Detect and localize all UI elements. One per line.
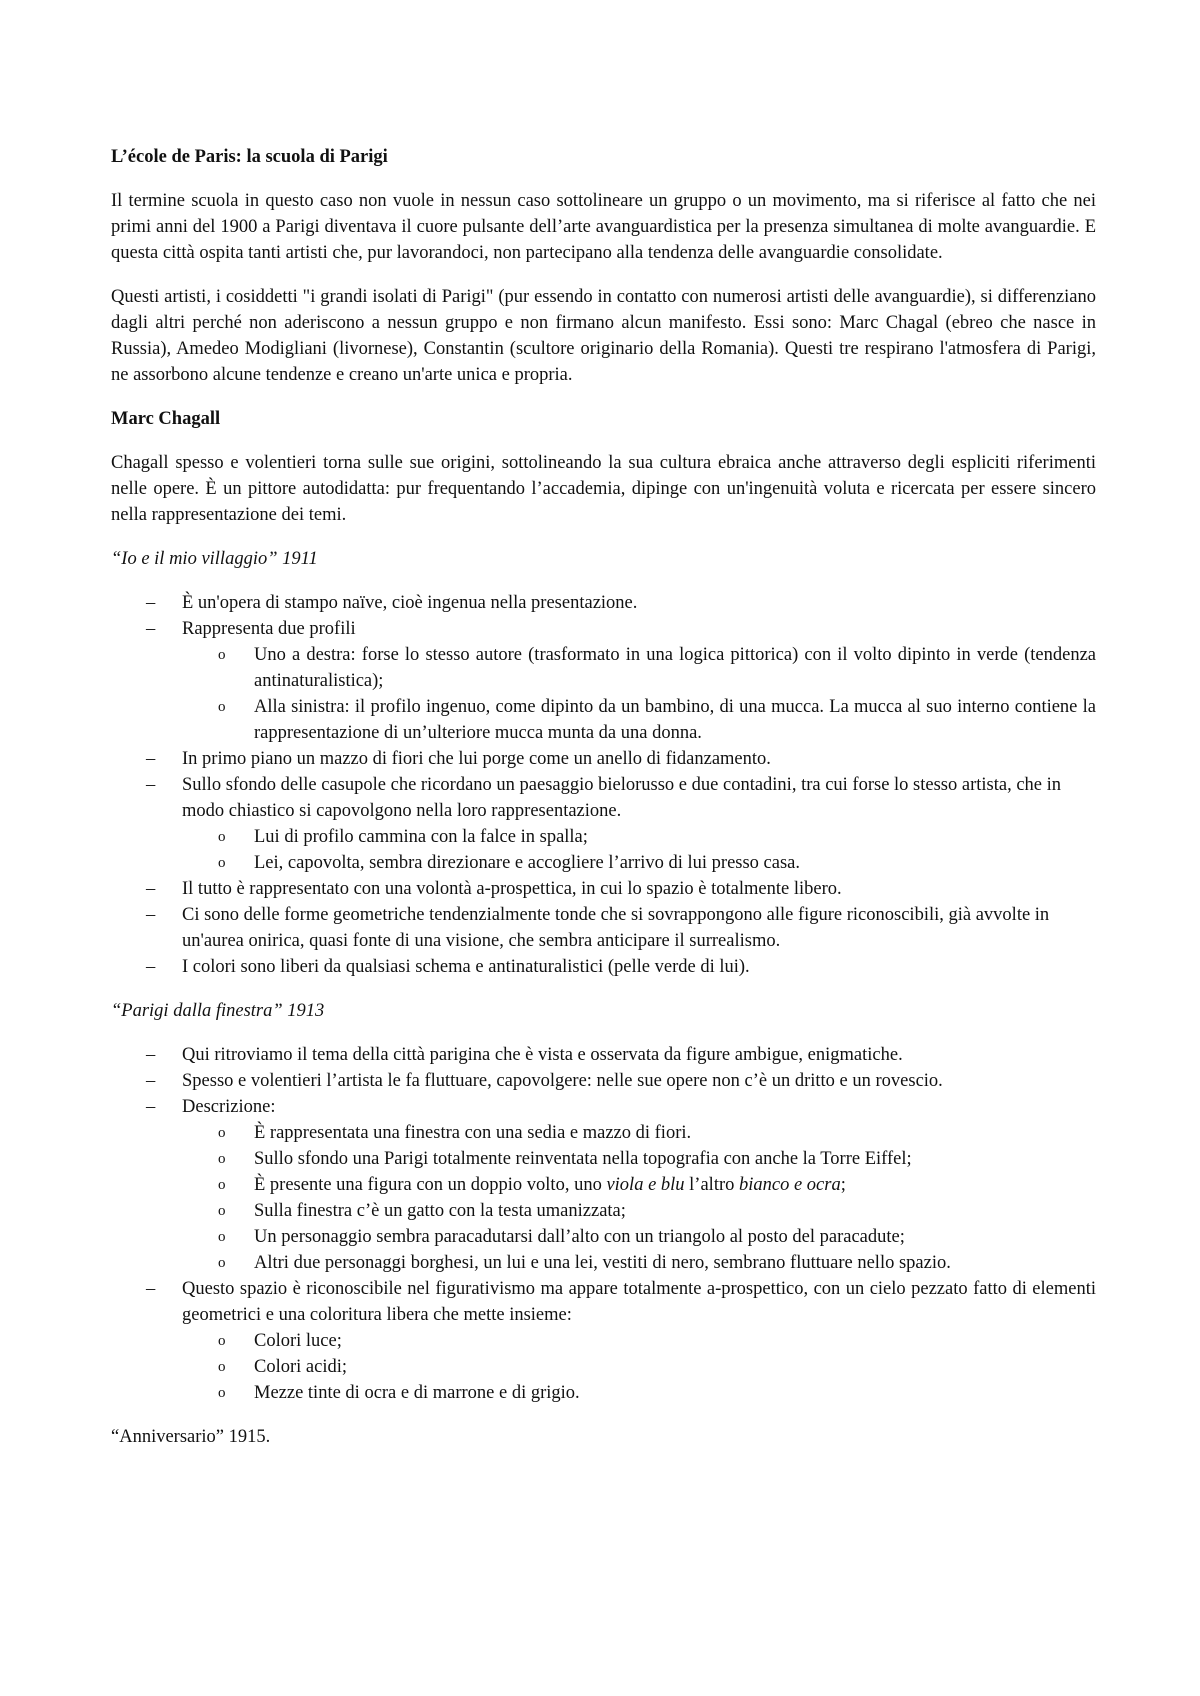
- sub-list-item-text: ;: [840, 1175, 846, 1195]
- circle-marker: o: [218, 1125, 226, 1141]
- sub-list-item-text: È presente una figura con un doppio volto, uno: [254, 1175, 607, 1195]
- circle-marker: o: [218, 1359, 226, 1375]
- intro-paragraph-2: Questi artisti, i cosiddetti "i grandi isolati di Parigi" (pur essendo in contatto con numerosi artisti delle avanguardie), si differenziano dagli altri perché non aderiscono a nessun gruppo e non firmano alcun manifesto. Essi sono: Marc Chagal (ebreo che nasce in Russia), Amedeo Modigliani (livornese), Constantin (scultore originario della Romania). Questi tre respirano l'atmosfera di Parigi, ne assorbono alcune tendenze e creano un'arte unica e propria.: [111, 287, 1096, 385]
- sub-list-item-text: È rappresentata una finestra con una sedia e mazzo di fiori.: [254, 1123, 692, 1143]
- dash-marker: –: [146, 1279, 156, 1299]
- sub-list-item: [180, 1354, 1096, 1380]
- list-item-text: Rappresenta due profili: [182, 619, 356, 639]
- list-item: [111, 772, 1096, 876]
- sub-list-item-text: Altri due personaggi borghesi, un lui e una lei, vestiti di nero, sembrano fluttuare nello spazio.: [254, 1253, 951, 1273]
- list-item: [111, 616, 1096, 746]
- dash-marker: –: [146, 775, 156, 795]
- dash-marker: –: [146, 1097, 156, 1117]
- sub-list-item-text: Colori luce;: [254, 1331, 342, 1351]
- work-title-parigi-dalla-finestra: “Parigi dalla finestra” 1913: [111, 1001, 325, 1021]
- sub-list-item-text: Sulla finestra c’è un gatto con la testa umanizzata;: [254, 1201, 626, 1221]
- sub-list: [182, 642, 1096, 746]
- work1-bullet-list: [111, 590, 1096, 980]
- sub-list-item-text: Mezze tinte di ocra e di marrone e di grigio.: [254, 1383, 580, 1403]
- dash-marker: –: [146, 619, 156, 639]
- sub-list-item-text: Alla sinistra: il profilo ingenuo, come dipinto da un bambino, di una mucca. La mucca al suo interno contiene la rappresentazione di un’ulteriore mucca munta da una donna.: [254, 697, 1096, 743]
- list-item-text: Questo spazio è riconoscibile nel figurativismo ma appare totalmente a-prospettico, con un cielo pezzato fatto di elementi geometrici e una coloritura libera che mette insieme:: [182, 1279, 1096, 1325]
- list-item-text: È un'opera di stampo naïve, cioè ingenua nella presentazione.: [182, 593, 638, 613]
- sub-list-item-text: Lui di profilo cammina con la falce in spalla;: [254, 827, 588, 847]
- circle-marker: o: [218, 647, 226, 663]
- circle-marker: o: [218, 1255, 226, 1271]
- circle-marker: o: [218, 699, 226, 715]
- sub-list-item-text: Lei, capovolta, sembra direzionare e accogliere l’arrivo di lui presso casa.: [254, 853, 801, 873]
- italic-text: viola e blu: [606, 1175, 685, 1195]
- sub-list: [182, 1328, 1096, 1406]
- sub-list-item: [180, 850, 1096, 876]
- list-item: [111, 746, 1096, 772]
- work-title-io-e-il-mio-villaggio: “Io e il mio villaggio” 1911: [111, 549, 318, 569]
- document-title: L’école de Paris: la scuola di Parigi: [111, 147, 388, 167]
- list-item-text: Spesso e volentieri l’artista le fa fluttuare, capovolgere: nelle sue opere non c’è un dritto e un rovescio.: [182, 1071, 943, 1091]
- list-item-text: Sullo sfondo delle casupole che ricordano un paesaggio bielorusso e due contadini, tra cui forse lo stesso artista, che in modo chiastico si capovolgono nella loro rappresentazione.: [182, 775, 1062, 821]
- dash-marker: –: [146, 1045, 156, 1065]
- sub-list-item-text: l’altro: [684, 1175, 739, 1195]
- sub-list-item: [180, 694, 1096, 746]
- dash-marker: –: [146, 593, 156, 613]
- dash-marker: –: [146, 957, 156, 977]
- list-item: [111, 876, 1096, 902]
- list-item-text: Ci sono delle forme geometriche tendenzialmente tonde che si sovrappongono alle figure riconoscibili, già avvolte in un'aurea onirica, quasi fonte di una visione, che sembra anticipare il surrealismo.: [182, 905, 1050, 951]
- document-page: [111, 144, 1096, 1450]
- list-item: [111, 1042, 1096, 1068]
- chagall-paragraph: Chagall spesso e volentieri torna sulle sue origini, sottolineando la sua cultura ebraica anche attraverso degli espliciti riferimenti nelle opere. È un pittore autodidatta: pur frequentando l’accademia, dipinge con un'ingenuità voluta e ricercata per essere sincero nella rappresentazione dei temi.: [111, 453, 1096, 525]
- list-item: [111, 902, 1096, 954]
- list-item: [111, 954, 1096, 980]
- list-item: [111, 590, 1096, 616]
- list-item-text: I colori sono liberi da qualsiasi schema e antinaturalistici (pelle verde di lui).: [182, 957, 750, 977]
- sub-list-item: [180, 1250, 1096, 1276]
- sub-list-item: [180, 1224, 1096, 1250]
- circle-marker: o: [218, 1177, 226, 1193]
- sub-list: [182, 824, 1096, 876]
- list-item: [111, 1094, 1096, 1276]
- list-item-text: Il tutto è rappresentato con una volontà a-prospettica, in cui lo spazio è totalmente libero.: [182, 879, 842, 899]
- italic-text: bianco e ocra: [739, 1175, 841, 1195]
- sub-list-item: [180, 1198, 1096, 1224]
- circle-marker: o: [218, 1385, 226, 1401]
- circle-marker: o: [218, 1229, 226, 1245]
- circle-marker: o: [218, 1151, 226, 1167]
- intro-paragraph-1: Il termine scuola in questo caso non vuole in nessun caso sottolineare un gruppo o un movimento, ma si riferisce al fatto che nei primi anni del 1900 a Parigi diventava il cuore pulsante dell’arte avanguardistica per la presenza simultanea di molte avanguardie. E questa città ospita tanti artisti che, pur lavorandoci, non partecipano alla tendenza delle avanguardie consolidate.: [111, 191, 1096, 263]
- list-item-text: Qui ritroviamo il tema della città parigina che è vista e osservata da figure ambigue, enigmatiche.: [182, 1045, 903, 1065]
- dash-marker: –: [146, 905, 156, 925]
- sub-list-item: [180, 824, 1096, 850]
- sub-list-item-text: Un personaggio sembra paracadutarsi dall’alto con un triangolo al posto del paracadute;: [254, 1227, 905, 1247]
- dash-marker: –: [146, 1071, 156, 1091]
- circle-marker: o: [218, 1333, 226, 1349]
- list-item-text: Descrizione:: [182, 1097, 276, 1117]
- list-item: [111, 1068, 1096, 1094]
- work2-bullet-list: [111, 1042, 1096, 1406]
- sub-list: [182, 1120, 1096, 1276]
- circle-marker: o: [218, 1203, 226, 1219]
- sub-list-item: [180, 1380, 1096, 1406]
- sub-list-item: [180, 1328, 1096, 1354]
- sub-list-item: [180, 642, 1096, 694]
- sub-list-item: [180, 1120, 1096, 1146]
- dash-marker: –: [146, 749, 156, 769]
- work-title-anniversario: “Anniversario” 1915.: [111, 1427, 271, 1447]
- circle-marker: o: [218, 855, 226, 871]
- list-item-text: In primo piano un mazzo di fiori che lui porge come un anello di fidanzamento.: [182, 749, 771, 769]
- section-heading-chagall: Marc Chagall: [111, 409, 221, 429]
- sub-list-item: [180, 1146, 1096, 1172]
- sub-list-item: [180, 1172, 1096, 1198]
- sub-list-item-text: Uno a destra: forse lo stesso autore (trasformato in una logica pittorica) con il volto dipinto in verde (tendenza antinaturalistica);: [254, 645, 1096, 691]
- sub-list-item-text: Sullo sfondo una Parigi totalmente reinventata nella topografia con anche la Torre Eiffel;: [254, 1149, 912, 1169]
- sub-list-item-text: Colori acidi;: [254, 1357, 347, 1377]
- dash-marker: –: [146, 879, 156, 899]
- list-item: [111, 1276, 1096, 1406]
- circle-marker: o: [218, 829, 226, 845]
